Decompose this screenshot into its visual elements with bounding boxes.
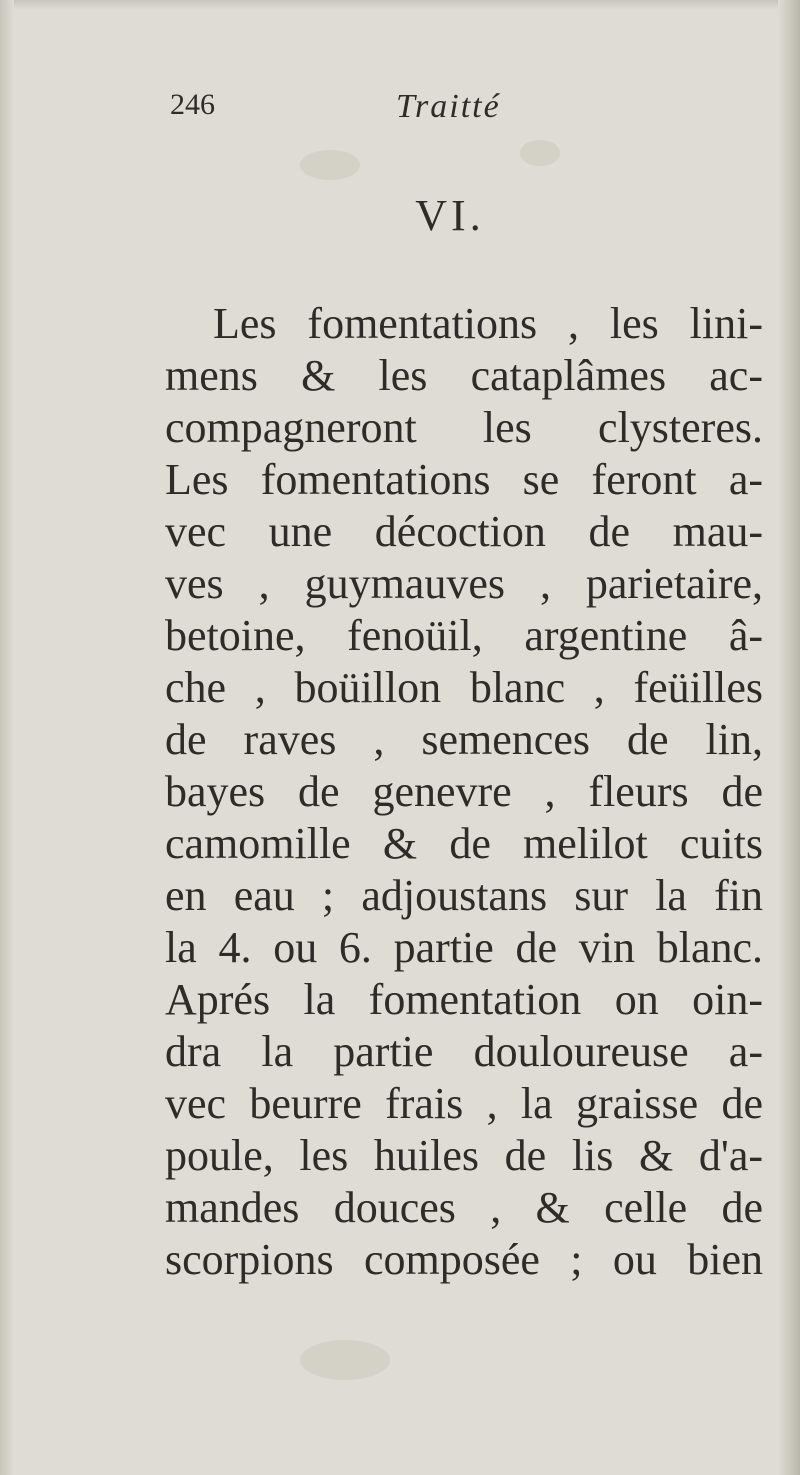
text-line: vec beurre frais , la graisse de	[165, 1079, 763, 1128]
body-text	[165, 298, 763, 1286]
page-top-edge	[0, 0, 800, 10]
running-head	[170, 88, 570, 128]
text-line: camomille & de melilot cuits	[165, 819, 763, 868]
text-line: la 4. ou 6. partie de vin blanc.	[165, 923, 763, 972]
text-line: bayes de genevre , fleurs de	[165, 767, 763, 816]
text-line: dra la partie douloureuse a-	[165, 1027, 763, 1076]
text-line: poule, les huiles de lis & d'a-	[165, 1131, 763, 1180]
text-line: che , boüillon blanc , feüilles	[165, 663, 763, 712]
text-line: en eau ; adjoustans sur la fin	[165, 871, 763, 920]
text-line: de raves , semences de lin,	[165, 715, 763, 764]
text-line: Les fomentations , les lini-	[213, 299, 763, 348]
paper-stain	[300, 1340, 390, 1380]
text-line: Aprés la fomentation on oin-	[165, 975, 763, 1024]
paper-stain	[520, 140, 560, 166]
text-line: vec une décoction de mau-	[165, 507, 763, 556]
section-heading: VI.	[415, 191, 485, 240]
paper-stain	[300, 150, 360, 180]
text-line: betoine, fenoüil, argentine â-	[165, 611, 763, 660]
text-line: compagneront les clysteres.	[165, 403, 763, 452]
page-number: 246	[170, 88, 215, 121]
running-title: Traitté	[396, 88, 501, 125]
text-line: mandes douces , & celle de	[165, 1183, 763, 1232]
text-line: scorpions composée ; ou bien	[165, 1235, 763, 1284]
text-line: ves , guymauves , parietaire,	[165, 559, 763, 608]
text-line: mens & les cataplâmes ac-	[165, 351, 763, 400]
text-line: Les fomentations se feront a-	[165, 455, 763, 504]
